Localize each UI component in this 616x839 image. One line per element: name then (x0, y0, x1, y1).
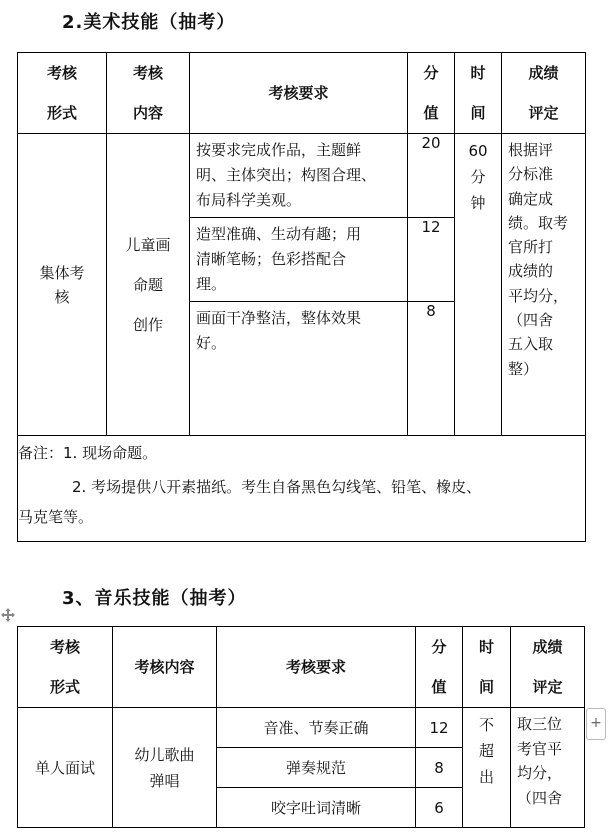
score-cell: 12 (408, 218, 455, 302)
header-form: 考核 形式 (18, 53, 107, 134)
add-row-button[interactable]: + (586, 708, 606, 740)
grade-cell: 根据评 分标准 确定成 绩。取考 官所打 成绩的 平均分， （四舍 五入取 整） (502, 134, 586, 436)
note-line-1: 备注：1. 现场命题。 (18, 444, 158, 462)
section2-title: 2.美术技能（抽考） (62, 12, 236, 33)
note-line-3: 马克笔等。 (18, 508, 94, 526)
header-score: 分 值 (408, 53, 455, 134)
form-cell: 单人面试 (18, 708, 113, 828)
section3-title: 3、音乐技能（抽考） (62, 588, 247, 609)
content-cell: 幼儿歌曲 弹唱 (113, 708, 217, 828)
requirement-cell: 按要求完成作品，主题鲜 明、主体突出；构图合理、 布局科学美观。 (190, 134, 408, 218)
time-cell: 不 超 出 (463, 708, 511, 828)
section2-table (17, 52, 586, 542)
score-cell: 12 (416, 708, 463, 748)
table-row (18, 708, 585, 748)
note-line-2: 2. 考场提供八开素描纸。考生自备黑色勾线笔、铅笔、橡皮、 (72, 478, 482, 496)
header-content: 考核 内容 (107, 53, 190, 134)
content-cell: 儿童画 命题 创作 (107, 134, 190, 436)
requirement-cell: 画面干净整洁，整体效果 好。 (190, 302, 408, 436)
header-content: 考核内容 (113, 627, 217, 708)
requirement-cell: 弹奏规范 (217, 748, 416, 788)
form-cell: 集体考 核 (18, 134, 107, 436)
header-requirement: 考核要求 (217, 627, 416, 708)
header-time: 时 间 (455, 53, 502, 134)
requirement-cell: 咬字吐词清晰 (217, 788, 416, 828)
header-time: 时 间 (463, 627, 511, 708)
header-grade: 成绩 评定 (511, 627, 585, 708)
move-handle-icon[interactable] (1, 608, 15, 622)
note-cell (18, 436, 586, 542)
header-score: 分 值 (416, 627, 463, 708)
table-row (18, 134, 586, 218)
header-grade: 成绩 评定 (502, 53, 586, 134)
section3-table (17, 626, 585, 828)
score-cell: 20 (408, 134, 455, 218)
requirement-cell: 造型准确、生动有趣；用 清晰笔畅；色彩搭配合 理。 (190, 218, 408, 302)
score-cell: 8 (408, 302, 455, 436)
score-cell: 6 (416, 788, 463, 828)
requirement-cell: 音准、节奏正确 (217, 708, 416, 748)
time-cell: 60 分 钟 (455, 134, 502, 436)
grade-cell: 取三位 考官平 均分， （四舍 (511, 708, 585, 828)
header-form: 考核 形式 (18, 627, 113, 708)
score-cell: 8 (416, 748, 463, 788)
header-requirement: 考核要求 (190, 53, 408, 134)
